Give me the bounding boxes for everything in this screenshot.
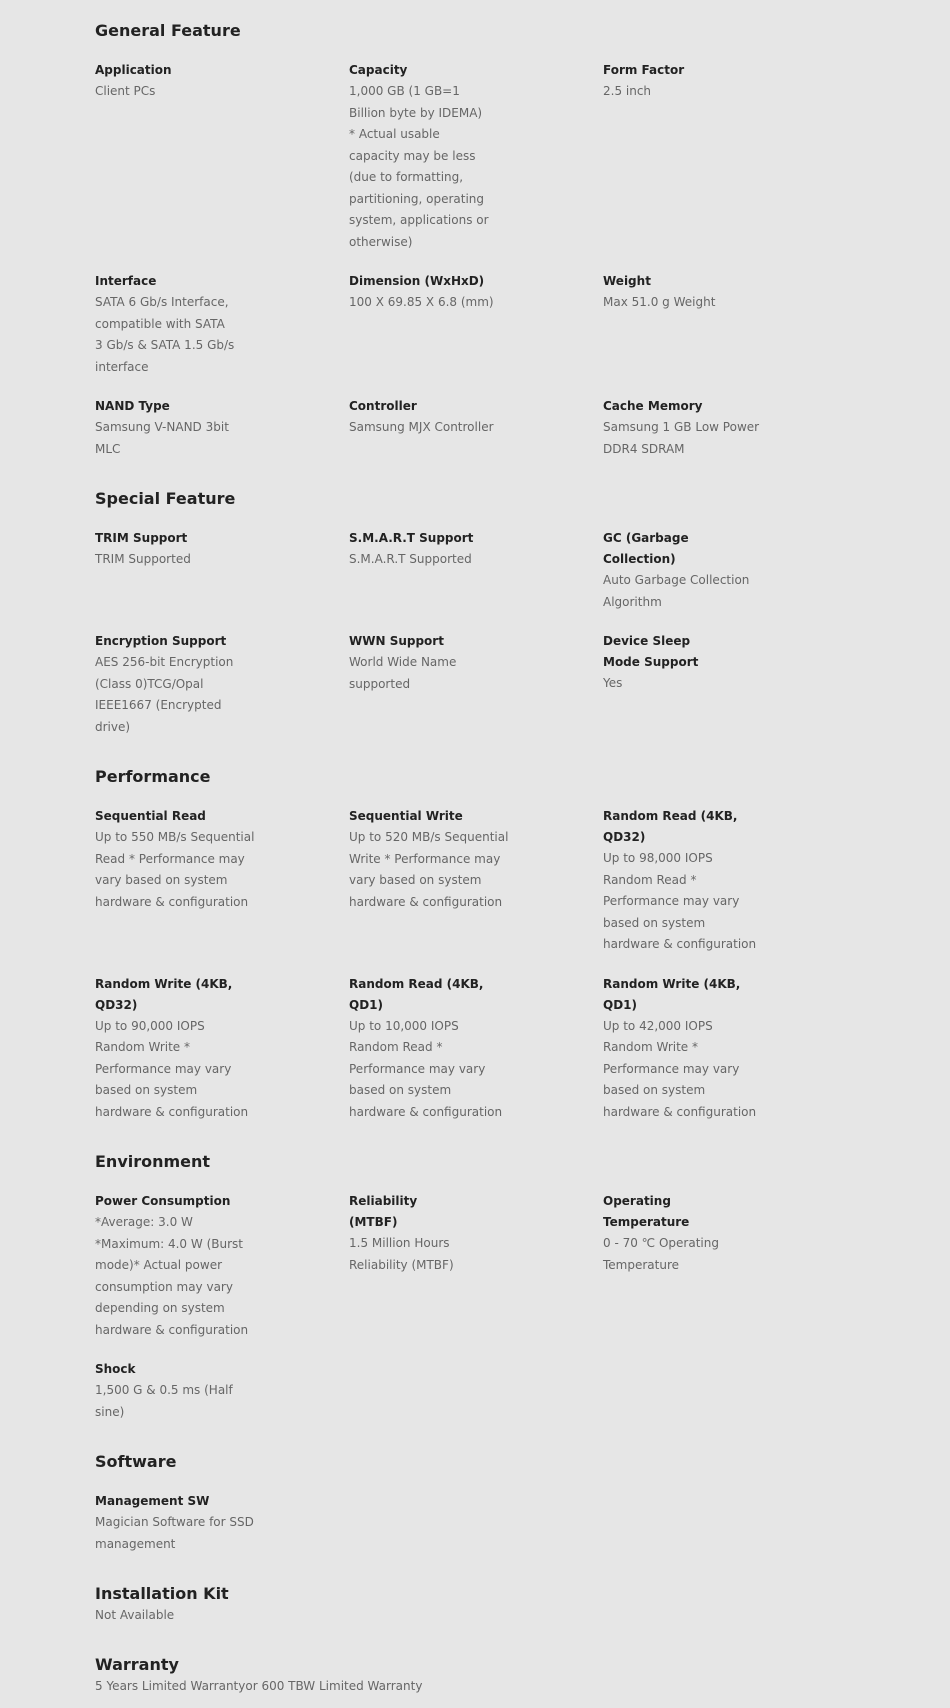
spec-garbage-collection — [603, 528, 753, 613]
spec-operating-temperature — [603, 1191, 743, 1341]
spec-label: WWN Support — [349, 634, 444, 648]
spec-value: World Wide Name supported — [349, 655, 457, 691]
spec-device-sleep-mode — [603, 631, 723, 738]
spec-label: Shock — [95, 1362, 136, 1376]
spec-value: Up to 90,000 IOPS Random Write * Performance may vary based on system hardware & configuration — [95, 1018, 249, 1119]
spec-form-factor — [603, 60, 773, 253]
spec-value: Samsung MJX Controller — [349, 420, 494, 434]
spec-label: Operating Temperature — [603, 1194, 690, 1229]
spec-value: Samsung 1 GB Low Power DDR4 SDRAM — [603, 420, 760, 456]
spec-random-read-qd32 — [603, 806, 763, 956]
section-title: Environment — [95, 1152, 211, 1171]
section-title: General Feature — [95, 21, 241, 40]
spec-label: Random Read (4KB, QD1) — [349, 976, 484, 1012]
spec-value: Up to 10,000 IOPS Random Read * Performance may vary based on system hardware & configuration — [349, 1018, 503, 1119]
spec-value: Up to 42,000 IOPS Random Write * Performance may vary based on system hardware & configuration — [603, 1018, 757, 1119]
section-special-feature — [95, 488, 950, 738]
section-performance — [95, 766, 950, 1123]
section-title: Warranty — [95, 1655, 179, 1674]
spec-weight — [603, 271, 773, 378]
spec-grid — [95, 1191, 950, 1423]
spec-cache-memory — [603, 396, 763, 460]
spec-value: Auto Garbage Collection Algorithm — [603, 573, 750, 609]
spec-label: Controller — [349, 399, 417, 413]
spec-grid — [95, 806, 950, 1123]
spec-value: Max 51.0 g Weight — [603, 295, 716, 309]
spec-grid — [95, 1491, 950, 1555]
spec-value: 100 X 69.85 X 6.8 (mm) — [349, 295, 494, 309]
spec-label: Device Sleep Mode Support — [603, 634, 699, 669]
spec-controller — [349, 396, 519, 460]
spec-random-write-qd1 — [603, 974, 763, 1124]
section-title: Installation Kit — [95, 1584, 229, 1603]
spec-encryption-support — [95, 631, 240, 738]
spec-management-sw — [95, 1491, 255, 1555]
spec-sequential-write — [349, 806, 509, 956]
spec-label: Capacity — [349, 63, 408, 77]
spec-random-read-qd1 — [349, 974, 509, 1124]
spec-value: SATA 6 Gb/s Interface, compatible with SATA 3 Gb/s & SATA 1.5 Gb/s interface — [95, 295, 235, 374]
spec-value: 1,500 G & 0.5 ms (Half sine) — [95, 1383, 233, 1419]
spec-application — [95, 60, 265, 253]
spec-label: Interface — [95, 274, 157, 288]
spec-label: Power Consumption — [95, 1194, 231, 1208]
spec-label: Sequential Write — [349, 809, 463, 823]
spec-label: Reliability (MTBF) — [349, 1194, 418, 1229]
spec-label: Encryption Support — [95, 634, 227, 648]
spec-value: S.M.A.R.T Supported — [349, 552, 472, 566]
spec-value: Yes — [603, 676, 623, 690]
spec-random-write-qd32 — [95, 974, 255, 1124]
spec-reliability — [349, 1191, 469, 1341]
section-title: Software — [95, 1452, 177, 1471]
spec-label: Random Write (4KB, QD1) — [603, 976, 741, 1012]
section-warranty — [95, 1654, 950, 1697]
section-general-feature — [95, 20, 950, 460]
spec-value: Magician Software for SSD management — [95, 1515, 254, 1551]
spec-label: GC (Garbage Collection) — [603, 531, 689, 566]
section-installation-kit — [95, 1583, 950, 1626]
section-title: Special Feature — [95, 489, 236, 508]
spec-value: TRIM Supported — [95, 552, 191, 566]
spec-value: 1.5 Million Hours Reliability (MTBF) — [349, 1236, 454, 1272]
installation-kit-value: Not Available — [95, 1608, 175, 1622]
spec-label: Random Write (4KB, QD32) — [95, 976, 233, 1012]
spec-label: S.M.A.R.T Support — [349, 531, 474, 545]
section-software — [95, 1451, 950, 1555]
spec-label: Sequential Read — [95, 809, 206, 823]
spec-label: Cache Memory — [603, 399, 703, 413]
spec-label: Weight — [603, 274, 651, 288]
spec-capacity — [349, 60, 489, 253]
spec-interface — [95, 271, 235, 378]
spec-value: 2.5 inch — [603, 84, 652, 98]
spec-nand-type — [95, 396, 235, 460]
section-environment — [95, 1151, 950, 1423]
spec-label: Management SW — [95, 1494, 210, 1508]
spec-value: *Average: 3.0 W *Maximum: 4.0 W (Burst mode)* Actual power consumption may vary depending on system hardware & configuration — [95, 1215, 249, 1337]
spec-label: Dimension (WxHxD) — [349, 274, 485, 288]
spec-label: Form Factor — [603, 63, 685, 77]
spec-sequential-read — [95, 806, 255, 956]
spec-shock — [95, 1359, 235, 1423]
spec-dimension — [349, 271, 519, 378]
spec-value: Client PCs — [95, 84, 156, 98]
spec-wwn-support — [349, 631, 469, 738]
spec-label: Random Read (4KB, QD32) — [603, 809, 738, 844]
spec-grid — [95, 60, 950, 460]
spec-grid — [95, 528, 950, 738]
spec-smart-support — [349, 528, 519, 613]
spec-value: Up to 98,000 IOPS Random Read * Performance may vary based on system hardware & configuration — [603, 851, 757, 951]
spec-power-consumption — [95, 1191, 255, 1341]
spec-value: AES 256-bit Encryption (Class 0)TCG/Opal IEEE1667 (Encrypted drive) — [95, 655, 234, 734]
spec-label: Application — [95, 63, 172, 77]
spec-value: Up to 520 MB/s Sequential Write * Performance may vary based on system hardware & configuration — [349, 830, 509, 909]
spec-value: Up to 550 MB/s Sequential Read * Performance may vary based on system hardware & configuration — [95, 830, 255, 909]
section-title: Performance — [95, 767, 211, 786]
spec-label: NAND Type — [95, 399, 170, 413]
spec-trim-support — [95, 528, 265, 613]
warranty-value: 5 Years Limited Warrantyor 600 TBW Limited Warranty — [95, 1679, 423, 1693]
spec-value: Samsung V-NAND 3bit MLC — [95, 420, 229, 456]
spec-value: 0 - 70 ℃ Operating Temperature — [603, 1236, 719, 1272]
spec-value: 1,000 GB (1 GB=1 Billion byte by IDEMA) * Actual usable capacity may be less (due to formatting, partitioning, operating system, applications or otherwise) — [349, 84, 489, 249]
spec-label: TRIM Support — [95, 531, 188, 545]
